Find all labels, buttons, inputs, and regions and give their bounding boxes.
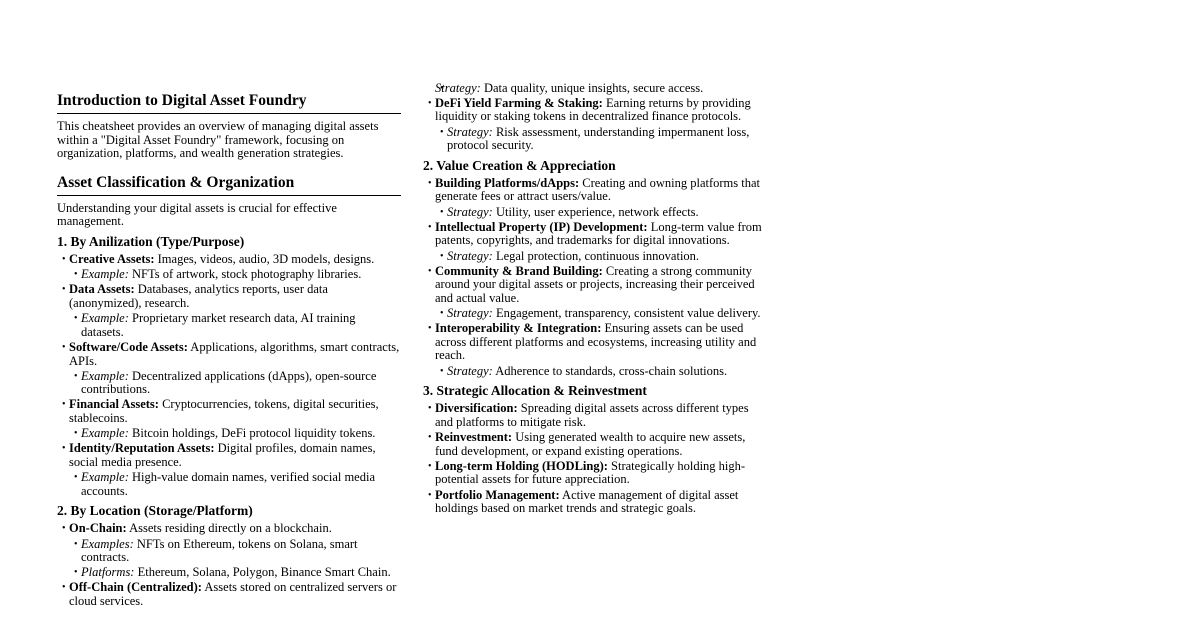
item-desc: Creating and owning platforms that generate fees or attract users/value. bbox=[435, 175, 761, 204]
list-item bbox=[423, 177, 766, 219]
list-item bbox=[57, 442, 401, 498]
item-desc: Images, videos, audio, 3D models, designs. bbox=[154, 251, 375, 266]
item-desc: Spreading digital assets across different types and platforms to mitigate risk. bbox=[435, 401, 749, 429]
item-desc: Long-term value from patents, copyrights, and trademarks for digital innovations. bbox=[435, 219, 762, 248]
item-desc: Applications, algorithms, smart contracts, APIs. bbox=[69, 339, 400, 368]
list-item bbox=[57, 522, 401, 579]
item-term: Identity/Reputation Assets: bbox=[69, 441, 215, 456]
item-term: Diversification: bbox=[435, 401, 518, 416]
sub-list-item bbox=[435, 250, 766, 264]
list-item bbox=[423, 221, 766, 263]
sub-text: NFTs on Ethereum, tokens on Solana, smart contracts. bbox=[81, 536, 358, 565]
list-item bbox=[423, 402, 766, 429]
item-desc: Assets residing directly on a blockchain. bbox=[126, 521, 332, 536]
sub-text: Proprietary market research data, AI training datasets. bbox=[81, 311, 356, 339]
item-term: Off-Chain (Centralized): bbox=[69, 579, 202, 594]
sub-list-item bbox=[69, 427, 401, 441]
item-term: Building Platforms/dApps: bbox=[435, 175, 580, 190]
value-heading: 2. Value Creation & Appreciation bbox=[423, 157, 616, 173]
sub-list-item bbox=[69, 538, 401, 565]
list-item bbox=[57, 283, 401, 339]
sub-text: Data quality, unique insights, secure access. bbox=[480, 80, 704, 95]
continued-list bbox=[423, 82, 766, 153]
sub-text: Adherence to standards, cross-chain solutions. bbox=[492, 363, 728, 378]
item-term: Data Assets: bbox=[69, 282, 135, 297]
item-term: Long-term Holding (HODLing): bbox=[435, 458, 608, 473]
item-desc: Assets stored on centralized servers or cloud services. bbox=[69, 579, 397, 608]
sub-label: Strategy: bbox=[447, 204, 493, 219]
sub-label: Strategy: bbox=[447, 306, 493, 321]
item-term: Interoperability & Integration: bbox=[435, 321, 602, 336]
item-term: On-Chain: bbox=[69, 521, 127, 536]
list-item bbox=[57, 581, 401, 608]
list-item bbox=[57, 253, 401, 282]
item-desc: Strategically holding high-potential assets for future appreciation. bbox=[435, 458, 746, 487]
list-item bbox=[423, 431, 766, 458]
sub-label: Example: bbox=[81, 267, 129, 282]
item-desc: Creating a strong community around your digital assets or projects, increasing their perceived and actual value. bbox=[435, 263, 755, 305]
type-list bbox=[57, 253, 401, 498]
intro-title: Introduction to Digital Asset Foundry bbox=[57, 91, 401, 114]
sub-list-item bbox=[69, 370, 401, 397]
item-term: Software/Code Assets: bbox=[69, 339, 188, 354]
sub-text: High-value domain names, verified social media accounts. bbox=[81, 470, 376, 498]
sub-label: Strategy: bbox=[447, 124, 493, 139]
item-desc: Earning returns by providing liquidity or staking tokens in decentralized finance protocols. bbox=[435, 95, 751, 124]
right-column bbox=[423, 80, 766, 517]
left-column bbox=[57, 91, 401, 610]
sub-list-item bbox=[423, 82, 766, 96]
item-term: DeFi Yield Farming & Staking: bbox=[435, 95, 603, 110]
sub-text: Ethereum, Solana, Polygon, Binance Smart Chain. bbox=[134, 564, 391, 579]
list-item bbox=[423, 322, 766, 378]
sub-list-item bbox=[69, 268, 401, 282]
sub-label: Strategy: bbox=[447, 248, 493, 263]
allocation-heading: 3. Strategic Allocation & Reinvestment bbox=[423, 383, 647, 399]
sub-label: Strategy: bbox=[435, 80, 481, 95]
item-term: Reinvestment: bbox=[435, 430, 513, 444]
sub-list-item bbox=[435, 365, 766, 379]
location-list bbox=[57, 522, 401, 608]
value-list bbox=[423, 177, 766, 378]
sub-label: Example: bbox=[81, 311, 129, 326]
sub-text: Decentralized applications (dApps), open-source contributions. bbox=[81, 368, 377, 397]
item-desc: Databases, analytics reports, user data (anonymized), research. bbox=[69, 282, 328, 310]
list-item bbox=[423, 489, 766, 516]
item-desc: Digital profiles, domain names, social media presence. bbox=[69, 441, 376, 470]
sub-label: Strategy: bbox=[447, 363, 493, 378]
location-heading: 2. By Location (Storage/Platform) bbox=[57, 503, 253, 519]
sub-label: Examples: bbox=[81, 536, 134, 551]
classification-title: Asset Classification & Organization bbox=[57, 173, 401, 196]
item-term: Intellectual Property (IP) Development: bbox=[435, 219, 648, 234]
sub-text: Bitcoin holdings, DeFi protocol liquidity tokens. bbox=[128, 426, 376, 441]
sub-text: Legal protection, continuous innovation. bbox=[492, 248, 700, 263]
sub-text: Engagement, transparency, consistent value delivery. bbox=[492, 306, 761, 321]
sub-text: NFTs of artwork, stock photography libraries. bbox=[128, 267, 362, 282]
sub-label: Platforms: bbox=[81, 564, 135, 579]
item-desc: Using generated wealth to acquire new assets, fund development, or expand existing operations. bbox=[435, 430, 746, 458]
sub-list-item bbox=[435, 126, 766, 153]
sub-list-item bbox=[69, 312, 401, 339]
list-item bbox=[423, 97, 766, 153]
intro-text: This cheatsheet provides an overview of managing digital assets within a "Digital Asset Foundry" framework, focusing on organization, platforms, and wealth generation strategies. bbox=[57, 119, 379, 161]
sub-list-item bbox=[69, 566, 401, 580]
item-term: Creative Assets: bbox=[69, 251, 155, 266]
list-item bbox=[57, 341, 401, 397]
list-item bbox=[423, 460, 766, 487]
item-term: Community & Brand Building: bbox=[435, 263, 603, 278]
item-term: Financial Assets: bbox=[69, 397, 159, 412]
sub-label: Example: bbox=[81, 470, 129, 485]
sub-text: Risk assessment, understanding impermanent loss, protocol security. bbox=[447, 124, 750, 153]
item-desc: Cryptocurrencies, tokens, digital securities, stablecoins. bbox=[69, 397, 379, 426]
list-item bbox=[57, 398, 401, 440]
classification-text: Understanding your digital assets is crucial for effective management. bbox=[57, 200, 337, 229]
item-term: Portfolio Management: bbox=[435, 487, 560, 502]
list-item bbox=[423, 265, 766, 321]
sub-label: Example: bbox=[81, 368, 129, 383]
sub-label: Example: bbox=[81, 426, 129, 441]
sub-list-item bbox=[69, 471, 401, 498]
sub-text: Utility, user experience, network effects. bbox=[492, 204, 699, 219]
allocation-list bbox=[423, 402, 766, 516]
item-desc: Active management of digital asset holdings based on market trends and strategic goals. bbox=[435, 487, 739, 516]
sub-list-item bbox=[435, 307, 766, 321]
sub-list-item bbox=[435, 206, 766, 220]
type-heading: 1. By Anilization (Type/Purpose) bbox=[57, 233, 245, 249]
item-desc: Ensuring assets can be used across different platforms and ecosystems, increasing utility and reach. bbox=[435, 321, 757, 363]
